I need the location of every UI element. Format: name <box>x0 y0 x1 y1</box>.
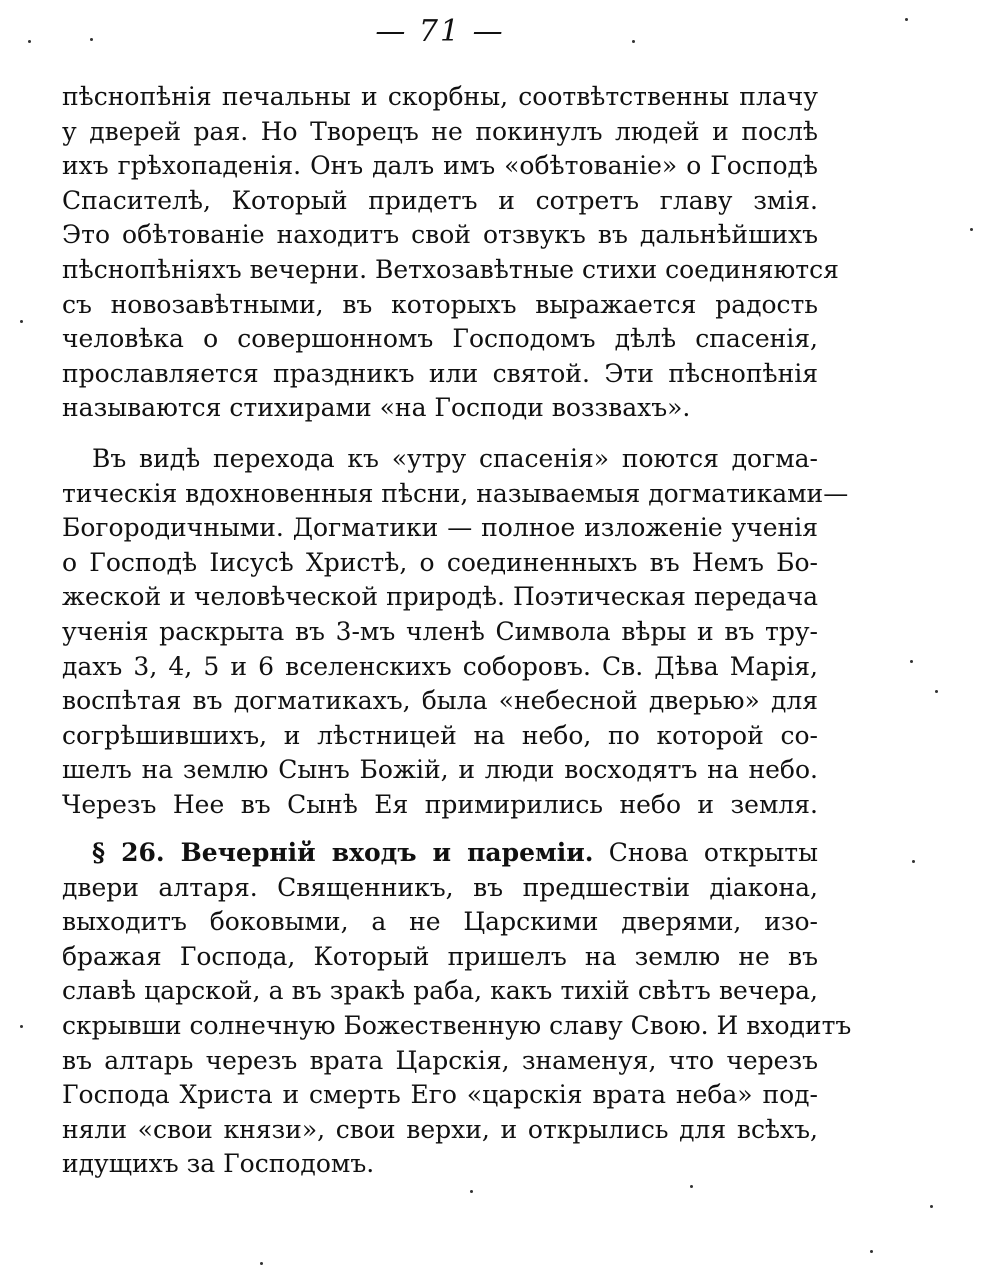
text-line: о Господѣ Іисусѣ Христѣ, о соединенныхъ въ Немъ Бо- <box>62 547 818 577</box>
section-first-line <box>62 836 818 871</box>
text-line: идущихъ за Господомъ. <box>62 1149 375 1179</box>
text-line: Черезъ Нее въ Сынѣ Ея примирились небо и земля. <box>62 789 818 819</box>
text-line: у дверей рая. Но Творецъ не покинулъ людей и послѣ <box>62 116 818 146</box>
text-line: пѣснопѣнія печальны и скорбны, соотвѣтственны плачу <box>62 82 818 111</box>
paragraph-2 <box>62 442 849 823</box>
text-line: жеской и человѣческой природѣ. Поэтическая передача <box>62 582 818 612</box>
paragraph-3 <box>62 836 852 1182</box>
scan-speck <box>970 228 973 231</box>
text-line: Господа Христа и смерть Его «царскія врата неба» под- <box>62 1080 818 1110</box>
text-line: няли «свои князи», свои верхи, и открылись для всѣхъ, <box>62 1114 818 1144</box>
text-line: пѣснопѣніяхъ вечерни. Ветхозавѣтные стихи соединяются <box>62 254 839 284</box>
scan-speck <box>470 1190 473 1193</box>
scan-speck <box>930 1205 933 1208</box>
scan-speck <box>28 40 31 43</box>
text-line: называются стихирами «на Господи воззвахъ». <box>62 393 691 423</box>
scan-speck <box>935 690 938 693</box>
text-line: Богородичными. Догматики — полное изложеніе ученія <box>62 513 818 543</box>
text-line: тическія вдохновенныя пѣсни, называемыя догматиками— <box>62 478 849 508</box>
text-line: Это обѣтованіе находитъ свой отзвукъ въ дальнѣйшихъ <box>62 220 818 250</box>
text-line: Въ видѣ перехода къ «утру спасенія» поются догма- <box>92 444 818 473</box>
scan-speck <box>90 38 93 41</box>
scan-speck <box>912 860 915 863</box>
text-line: воспѣтая въ догматикахъ, была «небесной дверью» для <box>62 686 818 716</box>
scan-speck <box>20 1025 23 1028</box>
text-line: человѣка о совершонномъ Господомъ дѣлѣ спасенія, <box>62 324 818 354</box>
text-line: Спасителѣ, Который придетъ и сотретъ главу змія. <box>62 185 818 215</box>
text-line: двери алтаря. Священникъ, въ предшествіи діакона, <box>62 872 818 902</box>
scan-speck <box>632 40 635 43</box>
scan-speck <box>690 1185 693 1188</box>
paragraph-1 <box>62 80 839 426</box>
text-line: въ алтарь черезъ врата Царскія, знаменуя, что черезъ <box>62 1045 818 1075</box>
text-line: шелъ на землю Сынъ Божій, и люди восходятъ на небо. <box>62 755 818 785</box>
text-line: дахъ 3, 4, 5 и 6 вселенскихъ соборовъ. Св. Дѣва Марія, <box>62 651 818 681</box>
text-line: славѣ царской, а въ зракѣ раба, какъ тихій свѣтъ вечера, <box>62 976 818 1006</box>
scan-speck <box>870 1250 873 1253</box>
text-line: скрывши солнечную Божественную славу Свою. И входитъ <box>62 1010 852 1040</box>
text-line: ученія раскрыта въ 3-мъ членѣ Символа вѣры и въ тру- <box>62 616 818 646</box>
text-line: согрѣшившихъ, и лѣстницей на небо, по которой со- <box>62 720 818 750</box>
scan-speck <box>260 1262 263 1265</box>
text-line: ихъ грѣхопаденія. Онъ далъ имъ «обѣтованіе» о Господѣ <box>62 151 818 181</box>
text-line: прославляется праздникъ или святой. Эти пѣснопѣнія <box>62 358 818 388</box>
scan-speck <box>905 18 908 21</box>
section-heading: § 26. Вечерній входъ и пареміи. <box>92 838 594 867</box>
text-line: бражая Господа, Который пришелъ на землю не въ <box>62 941 818 971</box>
scan-speck <box>20 320 23 323</box>
text-line: выходитъ боковыми, а не Царскими дверями, изо- <box>62 907 818 937</box>
text-fragment: Снова открыты <box>608 838 819 867</box>
text-line: съ новозавѣтными, въ которыхъ выражается радость <box>62 289 818 319</box>
scan-speck <box>910 660 913 663</box>
page-number: — 71 — <box>375 14 505 49</box>
